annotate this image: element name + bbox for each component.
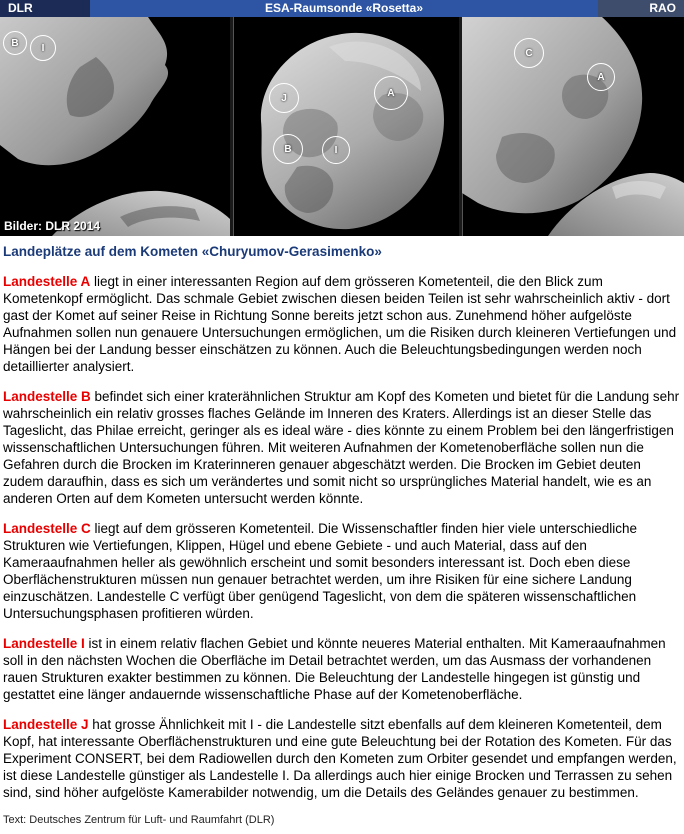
comet-photo-center: [230, 17, 459, 236]
image-credit-caption: Bilder: DLR 2014: [4, 219, 101, 233]
text-landestelle-b: befindet sich einer kraterähnlichen Struktur am Kopf des Kometen und bietet für die Landung sehr wahrscheinlich ein relativ grosses flaches Gelände im Inneren des Kraters. Allerdings ist an dieser Stelle das Tageslicht, das Philae erreicht, geringer als es ideal wäre - dies könnte zu einem Problem bei den längerfristigen wissenschaftlichen Untersuchungen führen. Mit weiteren Aufnahmen der Kometenoberfläche sollen nun die Gefahren durch die Brocken im Kraterinneren genauer abgeschätzt werden. Die Brocken im Gebiet deuten zudem daraufhin, dass es sich um verändertes und somit nicht so ursprüngliches Material handelt, wie es an anderen Orten auf dem Kometen untersucht werden könnte.: [3, 389, 680, 506]
text-landestelle-j: hat grosse Ähnlichkeit mit I - die Landestelle sitzt ebenfalls auf dem kleineren Kometenteil, dem Kopf, hat interessante Oberflächenstrukturen und eine gute Beleuchtung bei der Rotation des Kometen. Für das Experiment CONSERT, bei dem Radiowellen durch den Kometen zum Orbiter gesendet und empfangen werden, ist diese Landestelle günstiger als Landestelle I. Da allerdings auch hier einige Brocken und Terrassen zu sehen sind, sind höher aufgelöste Kamerabilder notwendig, um die Details des Geländes genauer zu bestimmen.: [3, 717, 677, 800]
landing-site-marker-a: A: [587, 63, 615, 91]
landing-site-marker-c: C: [514, 38, 544, 68]
paragraph-landing-site-c: [3, 520, 680, 622]
header-bar: [0, 0, 684, 17]
lead-landestelle-i: Landestelle I: [3, 636, 85, 651]
landing-site-marker-j: J: [269, 83, 299, 113]
comet-image-strip: [0, 17, 684, 236]
landing-site-marker-b: B: [3, 31, 27, 55]
landing-site-marker-b: B: [273, 134, 303, 164]
landing-site-marker-a: A: [374, 76, 408, 110]
paragraph-landing-site-i: [3, 635, 680, 703]
lead-landestelle-j: Landestelle J: [3, 717, 89, 732]
comet-photo-right: [459, 17, 684, 236]
header-logo-rao[interactable]: RAO: [598, 0, 684, 17]
comet-illustration-center: [233, 17, 459, 236]
paragraph-landing-site-j: [3, 716, 680, 801]
article: [0, 236, 684, 834]
landing-site-marker-i: I: [30, 35, 56, 61]
landing-site-marker-i: I: [322, 136, 350, 164]
text-landestelle-i: ist in einem relativ flachen Gebiet und könnte neueres Material enthalten. Mit Kameraaufnahmen soll in den nächsten Wochen die Oberfläche im Detail betrachtet werden, um das Ausmass der vorhandenen rauen Strukturen exakter bestimmen zu können. Die Beleuchtung der Landestelle hingegen ist günstig und gestattet eine länger andauernde wissenschaftliche Phase auf der Kometenoberfläche.: [3, 636, 666, 702]
lead-landestelle-b: Landestelle B: [3, 389, 91, 404]
paragraph-landing-site-b: [3, 388, 680, 507]
comet-photo-left: [0, 17, 230, 236]
page-title: Landeplätze auf dem Kometen «Churyumov-Gerasimenko»: [3, 244, 382, 259]
header-title: ESA-Raumsonde «Rosetta»: [90, 0, 598, 17]
lead-landestelle-a: Landestelle A: [3, 274, 91, 289]
lead-landestelle-c: Landestelle C: [3, 521, 91, 536]
text-credit: Text: Deutsches Zentrum für Luft- und Raumfahrt (DLR): [3, 814, 275, 826]
text-landestelle-a: liegt in einer interessanten Region auf dem grösseren Kometenteil, die den Blick zum Kometenkopf ermöglicht. Das schmale Gebiet zwischen diesen beiden Teilen ist sehr wahrscheinlich aktiv - dort gast der Komet auf seiner Reise in Richtung Sonne bereits jetzt schon aus. Zunehmend höher aufgelöste Aufnahmen sollen nun genauere Untersuchungen ermöglichen, um die Risiken durch kleineren Vertiefungen und Hängen bei der Landung besser einschätzen zu können. Auch die Beleuchtungsbedingungen werden noch detaillierter analysiert.: [3, 274, 677, 374]
text-landestelle-c: liegt auf dem grösseren Kometenteil. Die Wissenschaftler finden hier viele unterschiedliche Strukturen wie Vertiefungen, Klippen, Hügel und ebene Gebiete - und auch Material, dass auf den Kameraaufnahmen heller als gewöhnlich erscheint und somit besonders interessant ist. Doch eben diese Oberflächenstrukturen müssen nun genauer betrachtet werden, um ihre Risiken für eine sichere Landung einzuschätzen. Landestelle C verfügt über genügend Tageslicht, von dem die späteren wissenschaftlichen Untersuchungsphasen profitieren würden.: [3, 521, 638, 621]
paragraph-landing-site-a: [3, 273, 680, 375]
comet-illustration-right: [462, 17, 684, 236]
header-logo-dlr[interactable]: DLR: [0, 0, 90, 17]
